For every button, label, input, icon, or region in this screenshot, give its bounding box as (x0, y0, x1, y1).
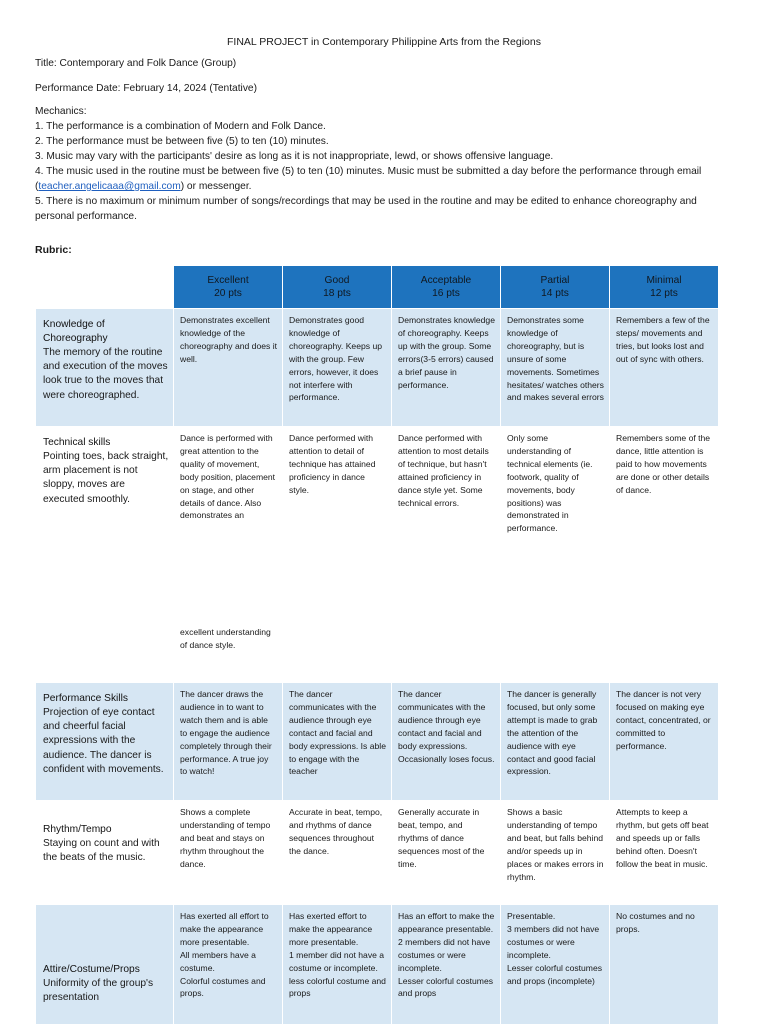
rubric-cell-minimal: Remembers some of the dance, little attention is paid to how movements are done or other details of dance. (609, 426, 718, 682)
mechanics-item-3: 3. Music may vary with the participants' desire as long as it is not inappropriate, lewd, or shows offensive language. (35, 151, 554, 162)
header-partial (500, 266, 609, 308)
criterion-cell (35, 682, 173, 800)
rubric-cell-acceptable: Dance performed with attention to most details of technique, but hasn't attained proficiency in dance style yet. Some technical errors. (391, 426, 500, 682)
level-name: Acceptable (420, 275, 472, 286)
criterion-description: Projection of eye contact and cheerful facial expressions with the audience. The dancer is confident with movements. (43, 707, 164, 775)
rubric-cell-partial: Only some understanding of technical elements (ie. footwork, quality of movements, body positions) was demonstrated in performance. (500, 426, 609, 682)
criterion-description: The memory of the routine and execution of the moves look true to the moves that were choreographed. (43, 347, 168, 401)
rubric-cell-minimal: The dancer is not very focused on making eye contact, concentrated, or committed to performance. (609, 682, 718, 800)
level-points: 12 pts (650, 288, 678, 299)
email-suffix: ) or messenger. (180, 181, 252, 192)
rubric-row-choreography (35, 308, 718, 426)
criterion-cell (35, 904, 173, 1024)
header-acceptable (391, 266, 500, 308)
rubric-cell-partial: Demonstrates some knowledge of choreography, but is unsure of some movements. Sometimes hesitates/ watches others and makes several errors (500, 308, 609, 426)
rubric-header-row (35, 266, 718, 308)
rubric-cell-partial: Shows a basic understanding of tempo and beat, but falls behind and/or speeds up in places or makes errors in rhythm. (500, 800, 609, 904)
criterion-description: Uniformity of the group's presentation (43, 978, 154, 1004)
rubric-row-performance (35, 682, 718, 800)
criterion-cell (35, 800, 173, 904)
rubric-row-rhythm (35, 800, 718, 904)
criterion-name: Attire/Costume/Props (43, 964, 140, 975)
rubric-cell-good: Demonstrates good knowledge of choreography. Keeps up with the group. Few errors, however, it does not interfere with performance. (282, 308, 391, 426)
criterion-name: Performance Skills (43, 693, 128, 704)
rubric-table (35, 266, 718, 1024)
criterion-name: Technical skills (43, 437, 111, 448)
project-title: Title: Contemporary and Folk Dance (Group) (35, 58, 237, 69)
level-points: 18 pts (323, 288, 351, 299)
level-points: 14 pts (541, 288, 569, 299)
criterion-description: Pointing toes, back straight, arm placement is not sloppy, moves are executed smoothly. (43, 451, 169, 505)
mechanics-item-5: 5. There is no maximum or minimum number of songs/recordings that may be used in the routine and may be edited to enhance choreography and (35, 196, 697, 207)
rubric-cell-acceptable: Demonstrates knowledge of choreography. Keeps up with the group. Some errors(3-5 errors) caused a brief pause in performance. (391, 308, 500, 426)
mechanics-item-2: 2. The performance must be between five (5) to ten (10) minutes. (35, 136, 329, 147)
mechanics-item-5-continued: personal performance. (35, 211, 137, 222)
performance-date: Performance Date: February 14, 2024 (Tentative) (35, 83, 257, 94)
header-excellent (173, 266, 282, 308)
rubric-cell-good: The dancer communicates with the audience through eye contact and facial and body expressions. Is able to engage with the teacher (282, 682, 391, 800)
criterion-description: Staying on count and with the beats of the music. (43, 838, 160, 864)
paren-open: ( (35, 181, 39, 192)
rubric-row-attire (35, 904, 718, 1024)
rubric-cell-partial: Presentable. 3 members did not have costumes or were incomplete. Lesser colorful costumes and props (incomplete) (500, 904, 609, 1024)
rubric-cell-partial: The dancer is generally focused, but only some attempt is made to grab the attention of the audience with eye contact and good facial expression. (500, 682, 609, 800)
rubric-cell-good: Has exerted effort to make the appearance more presentable. 1 member did not have a costume or incomplete. less colorful costume and props (282, 904, 391, 1024)
criterion-name: Knowledge of Choreography (43, 319, 108, 344)
rubric-cell-good: Dance performed with attention to detail of technique has attained proficiency in dance style. (282, 426, 391, 682)
email-link[interactable]: teacher.angelicaaa@gmail.com (38, 181, 181, 192)
rubric-cell-excellent: Has exerted all effort to make the appearance more presentable. All members have a costume. Colorful costumes and props. (173, 904, 282, 1024)
rubric-cell-minimal: Remembers a few of the steps/ movements and tries, but looks lost and out of sync with others. (609, 308, 718, 426)
document-title: FINAL PROJECT in Contemporary Philippine Arts from the Regions (227, 36, 541, 48)
header-corner (35, 266, 173, 308)
level-name: Excellent (207, 275, 249, 286)
cell-overflow-text: excellent understanding of dance style. (180, 627, 271, 650)
criterion-cell (35, 308, 173, 426)
mechanics-label: Mechanics: (35, 106, 87, 117)
rubric-label: Rubric: (35, 244, 72, 256)
mechanics-item-1: 1. The performance is a combination of Modern and Folk Dance. (35, 121, 326, 132)
rubric-cell-excellent: Demonstrates excellent knowledge of the choreography and does it well. (173, 308, 282, 426)
level-name: Minimal (646, 275, 682, 286)
criterion-name: Rhythm/Tempo (43, 824, 112, 835)
mechanics-item-4-continued (35, 181, 251, 192)
header-good (282, 266, 391, 308)
criterion-cell (35, 426, 173, 682)
level-points: 20 pts (214, 288, 242, 299)
rubric-cell-minimal: Attempts to keep a rhythm, but gets off beat and speeds up or falls behind often. Doesn't follow the beat in music. (609, 800, 718, 904)
level-name: Good (324, 275, 350, 286)
level-points: 16 pts (432, 288, 460, 299)
level-name: Partial (540, 275, 570, 286)
rubric-cell-acceptable: Generally accurate in beat, tempo, and rhythms of dance sequences most of the time. (391, 800, 500, 904)
rubric-cell-excellent (173, 426, 282, 682)
rubric-cell-acceptable: Has an effort to make the appearance presentable. 2 members did not have costumes or were incomplete. Lesser colorful costumes and props (391, 904, 500, 1024)
rubric-cell-good: Accurate in beat, tempo, and rhythms of dance sequences throughout the dance. (282, 800, 391, 904)
rubric-cell-acceptable: The dancer communicates with the audience through eye contact and facial and body expressions. Occasionally loses focus. (391, 682, 500, 800)
rubric-cell-excellent: Shows a complete understanding of tempo and beat and stays on rhythm throughout the dance. (173, 800, 282, 904)
rubric-cell-excellent: The dancer draws the audience in to want to watch them and is able to engage the audience completely through their performance. A true joy to watch! (173, 682, 282, 800)
rubric-cell-minimal: No costumes and no props. (609, 904, 718, 1024)
header-minimal (609, 266, 718, 308)
mechanics-item-4: 4. The music used in the routine must be between five (5) to ten (10) minutes. Music must be submitted a day before the performance through email (35, 166, 702, 177)
cell-text: Dance is performed with great attention to the quality of movement, body position, placement on stage, and other details of dance. Also demonstrates an (180, 433, 276, 521)
rubric-row-technical (35, 426, 718, 682)
